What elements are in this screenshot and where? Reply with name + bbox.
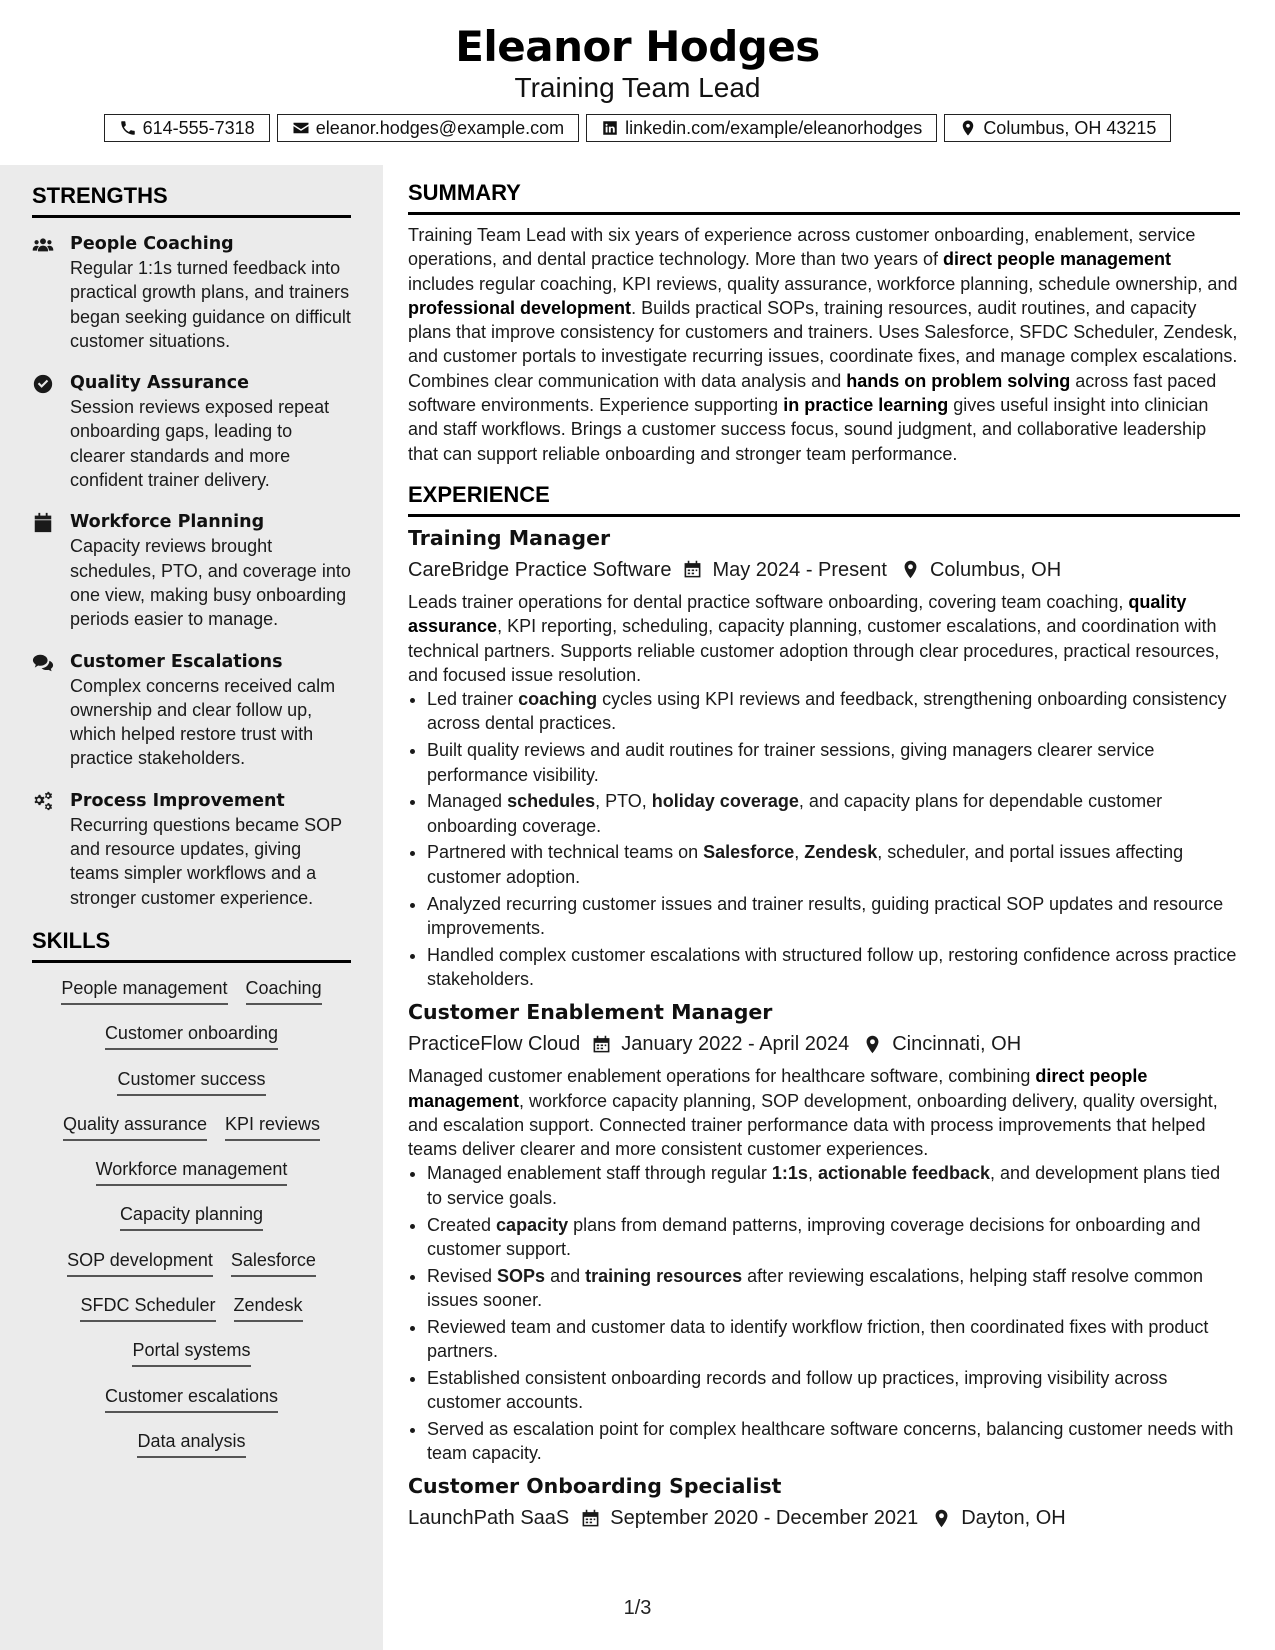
strength-desc: Session reviews exposed repeat onboarding gaps, leading to clearer standards and more confident trainer delivery.	[70, 397, 330, 491]
strength-title: People Coaching	[70, 234, 234, 254]
contact-email-text: eleanor.hodges@example.com	[315, 117, 565, 138]
skill-row	[32, 1158, 351, 1203]
skill-tag: SFDC Scheduler	[80, 1294, 215, 1322]
job-bullets	[408, 1161, 1240, 1465]
skill-row	[32, 1339, 351, 1384]
skill-tag: Customer escalations	[105, 1385, 278, 1413]
strength-title: Workforce Planning	[70, 512, 265, 533]
text-run: , PTO,	[595, 791, 652, 812]
strength-desc: Capacity reviews brought schedules, PTO, and coverage into one view, making busy onboarding periods easier to manage.	[70, 536, 351, 630]
text-run: Served as escalation point for complex healthcare software concerns, balancing customer needs with team capacity.	[427, 1418, 1234, 1464]
sidebar	[0, 165, 383, 1650]
envelope-icon	[292, 119, 310, 137]
candidate-name: Eleanor Hodges	[455, 22, 820, 71]
skill-tag: Coaching	[246, 977, 322, 1005]
job-title: Training Manager	[408, 525, 611, 550]
text-run: plans from demand patterns, improving coverage decisions for onboarding and customer support.	[427, 1214, 1201, 1259]
text-run: Established consistent onboarding records and follow up practices, improving visibility across customer accounts.	[427, 1367, 1168, 1413]
skill-tag: Capacity planning	[120, 1203, 263, 1231]
bold-phrase: direct people management	[408, 1066, 1148, 1111]
skills-list	[32, 977, 351, 1475]
calendar-icon	[592, 1035, 611, 1054]
job-meta	[408, 1505, 1240, 1531]
strength-title: Quality Assurance	[70, 373, 249, 394]
text-run: ,	[807, 1163, 818, 1184]
job-description	[408, 590, 1240, 687]
strength-item	[32, 510, 351, 631]
location-icon	[932, 1509, 951, 1528]
skill-tag: SOP development	[67, 1249, 213, 1277]
bullet-item	[427, 1264, 1240, 1313]
calendar-icon	[581, 1509, 600, 1528]
bold-phrase: training resources	[585, 1265, 743, 1286]
text-run: Training Team Lead with six years of experience across customer onboarding, enablement, service operations, and dental practice technology. More than two years of	[408, 225, 1196, 270]
bullet-item	[427, 943, 1240, 992]
bold-phrase: SOPs	[497, 1265, 546, 1286]
contact-phone-text: 614-555-7318	[142, 117, 255, 138]
text-run: Reviewed team and customer data to identify workflow friction, then coordinated fixes with product partners.	[427, 1316, 1209, 1361]
job-title: Customer Onboarding Specialist	[408, 1474, 782, 1499]
job-entry	[408, 525, 1240, 991]
text-run: , and capacity plans for dependable customer onboarding coverage.	[427, 791, 1163, 836]
text-run: Leads trainer operations for dental practice software onboarding, covering team coaching,	[408, 591, 1129, 612]
bold-phrase: direct people management	[942, 249, 1172, 270]
check-circle-icon	[32, 373, 54, 395]
bold-phrase: Zendesk	[804, 842, 878, 863]
contact-location-text: Columbus, OH 43215	[983, 117, 1157, 138]
bullet-item	[427, 1213, 1240, 1262]
job-entry	[408, 999, 1240, 1465]
skill-tag: Data analysis	[137, 1430, 245, 1458]
text-run: Revised	[427, 1265, 498, 1286]
skill-tag: Zendesk	[234, 1294, 303, 1322]
text-run: Managed	[427, 791, 508, 812]
location-icon	[959, 119, 977, 137]
bold-phrase: quality assurance	[408, 591, 1187, 637]
strength-item	[32, 232, 351, 353]
text-run: across fast paced software environments. Experience supporting	[408, 370, 1217, 416]
page-indicator: 1/3	[623, 1597, 652, 1619]
skill-tag: Workforce management	[96, 1158, 288, 1186]
bold-phrase: schedules	[507, 791, 596, 812]
text-run: , scheduler, and portal issues affecting customer adoption.	[427, 842, 1184, 887]
bullet-item	[427, 892, 1240, 941]
job-company: PracticeFlow Cloud	[408, 1033, 581, 1056]
contact-phone[interactable]	[104, 114, 270, 142]
skill-row	[32, 1385, 351, 1430]
text-run: , and development plans tied to service goals.	[427, 1163, 1221, 1208]
skill-row	[32, 1249, 351, 1294]
bullet-item	[427, 1161, 1240, 1210]
comments-icon	[32, 652, 54, 674]
text-run: Managed enablement staff through regular	[427, 1163, 772, 1184]
job-meta	[408, 1031, 1240, 1057]
bold-phrase: actionable feedback	[817, 1163, 991, 1184]
text-run: includes regular coaching, KPI reviews, quality assurance, workforce planning, schedule ownership, and	[408, 273, 1238, 294]
experience-list	[408, 525, 1240, 1532]
bullet-item	[427, 789, 1240, 838]
contact-location	[944, 114, 1171, 142]
experience-heading: EXPERIENCE	[408, 482, 1240, 517]
text-run: gives useful insight into clinician and staff workflows. Brings a customer success focus, sound judgment, and collaborative leadership that can support reliable onboarding and stronger team performance.	[408, 395, 1209, 464]
skills-heading: SKILLS	[32, 928, 351, 963]
strength-desc: Complex concerns received calm ownership and clear follow up, which helped restore trust with practice stakeholders.	[70, 675, 336, 769]
strengths-heading: STRENGTHS	[32, 183, 351, 218]
contact-linkedin-text: linkedin.com/example/eleanorhodges	[625, 117, 923, 138]
text-run: Handled complex customer escalations with structured follow up, restoring confidence across practice stakeholders.	[427, 944, 1237, 989]
bullet-item	[427, 1315, 1240, 1364]
text-run: Managed customer enablement operations for healthcare software, combining	[408, 1066, 1036, 1087]
people-icon	[32, 234, 54, 256]
bold-phrase: hands on problem solving	[846, 370, 1071, 391]
job-company: CareBridge Practice Software	[408, 558, 672, 581]
bold-phrase: capacity	[496, 1214, 569, 1235]
text-run: cycles using KPI reviews and feedback, strengthening onboarding consistency across dental practices.	[427, 689, 1227, 734]
phone-icon	[119, 119, 137, 137]
skill-tag: Salesforce	[231, 1249, 316, 1277]
text-run: after reviewing escalations, helping staff resolve common issues sooner.	[427, 1265, 1204, 1310]
summary-heading: SUMMARY	[408, 180, 1240, 215]
bullet-item	[427, 840, 1240, 889]
job-company: LaunchPath SaaS	[408, 1507, 570, 1530]
bold-phrase: Salesforce	[703, 842, 795, 863]
text-run: Partnered with technical teams on	[427, 842, 704, 863]
strength-title: Process Improvement	[70, 790, 285, 811]
strength-item	[32, 650, 351, 771]
bold-phrase: in practice learning	[783, 395, 949, 416]
bold-phrase: professional development	[408, 297, 632, 318]
job-location: Cincinnati, OH	[892, 1033, 1022, 1056]
text-run: ,	[794, 842, 805, 863]
text-run: Built quality reviews and audit routines for trainer sessions, giving managers clearer service performance visibility.	[427, 740, 1155, 785]
contact-linkedin[interactable]	[586, 114, 937, 142]
contact-bar	[0, 114, 1275, 142]
calendar-icon	[32, 512, 54, 534]
skill-row	[32, 977, 351, 1022]
bullet-item	[427, 687, 1240, 736]
strength-item	[32, 789, 351, 910]
job-bullets	[408, 687, 1240, 991]
skill-tag: Customer success	[117, 1068, 265, 1096]
bullet-item	[427, 738, 1240, 787]
strength-desc: Regular 1:1s turned feedback into practical growth plans, and trainers began seeking guidance on difficult customer situations.	[70, 258, 351, 351]
text-run: , KPI reporting, scheduling, capacity planning, customer escalations, and coordination with technical partners. Supports reliable customer adoption through clear procedures, practical resources, and focused issue resolution.	[408, 616, 1220, 685]
skill-tag: Portal systems	[132, 1339, 250, 1367]
location-icon	[863, 1035, 882, 1054]
location-icon	[901, 560, 920, 579]
skill-row	[32, 1203, 351, 1248]
skill-row	[32, 1294, 351, 1339]
text-run: Analyzed recurring customer issues and trainer results, guiding practical SOP updates and resource improvements.	[427, 893, 1224, 938]
summary-text	[408, 223, 1240, 466]
text-run: , workforce capacity planning, SOP development, onboarding delivery, quality oversight, and escalation support. Connected trainer performance data with process improvements that helped teams deliver clearer and more consistent customer experiences.	[408, 1090, 1218, 1160]
bold-phrase: holiday coverage	[651, 791, 799, 812]
skill-row	[32, 1022, 351, 1067]
skill-tag: Quality assurance	[63, 1113, 207, 1141]
skill-tag: People management	[61, 977, 227, 1005]
strengths-list	[32, 232, 351, 910]
bold-phrase: 1:1s	[771, 1163, 808, 1184]
bullet-item	[427, 1417, 1240, 1466]
skill-tag: Customer onboarding	[105, 1022, 278, 1050]
strength-title: Customer Escalations	[70, 651, 283, 672]
bold-phrase: coaching	[518, 689, 598, 710]
text-run: Created	[427, 1214, 497, 1235]
skill-row	[32, 1430, 351, 1475]
job-title: Customer Enablement Manager	[408, 1000, 773, 1025]
linkedin-icon	[601, 119, 619, 137]
skill-row	[32, 1113, 351, 1158]
job-location: Columbus, OH	[929, 558, 1062, 581]
job-location: Dayton, OH	[961, 1507, 1066, 1530]
gears-icon	[32, 791, 54, 813]
skill-row	[32, 1068, 351, 1113]
candidate-role: Training Team Lead	[514, 72, 761, 103]
job-dates: September 2020 - December 2021	[610, 1507, 919, 1530]
job-meta	[408, 557, 1240, 583]
text-run: . Builds practical SOPs, training resources, audit routines, and capacity plans that improve consistency for customers and trainers. Uses Salesforce, SFDC Scheduler, Zendesk, and customer portals to investigate recurring issues, coordinate fixes, and manage complex escalations. Combines clear communication with data analysis and	[408, 297, 1238, 391]
main-content	[408, 180, 1240, 1531]
job-dates: May 2024 - Present	[712, 558, 887, 581]
bullet-item	[427, 1366, 1240, 1415]
job-description	[408, 1064, 1240, 1161]
calendar-icon	[683, 560, 702, 579]
job-dates: January 2022 - April 2024	[621, 1033, 850, 1056]
skill-tag: KPI reviews	[225, 1113, 320, 1141]
contact-email[interactable]	[277, 114, 579, 142]
job-entry	[408, 1473, 1240, 1531]
strength-item	[32, 371, 351, 492]
text-run: and	[545, 1265, 586, 1286]
text-run: Led trainer	[427, 689, 519, 710]
strength-desc: Recurring questions became SOP and resource updates, giving teams simpler workflows and a stronger customer experience.	[70, 814, 342, 908]
